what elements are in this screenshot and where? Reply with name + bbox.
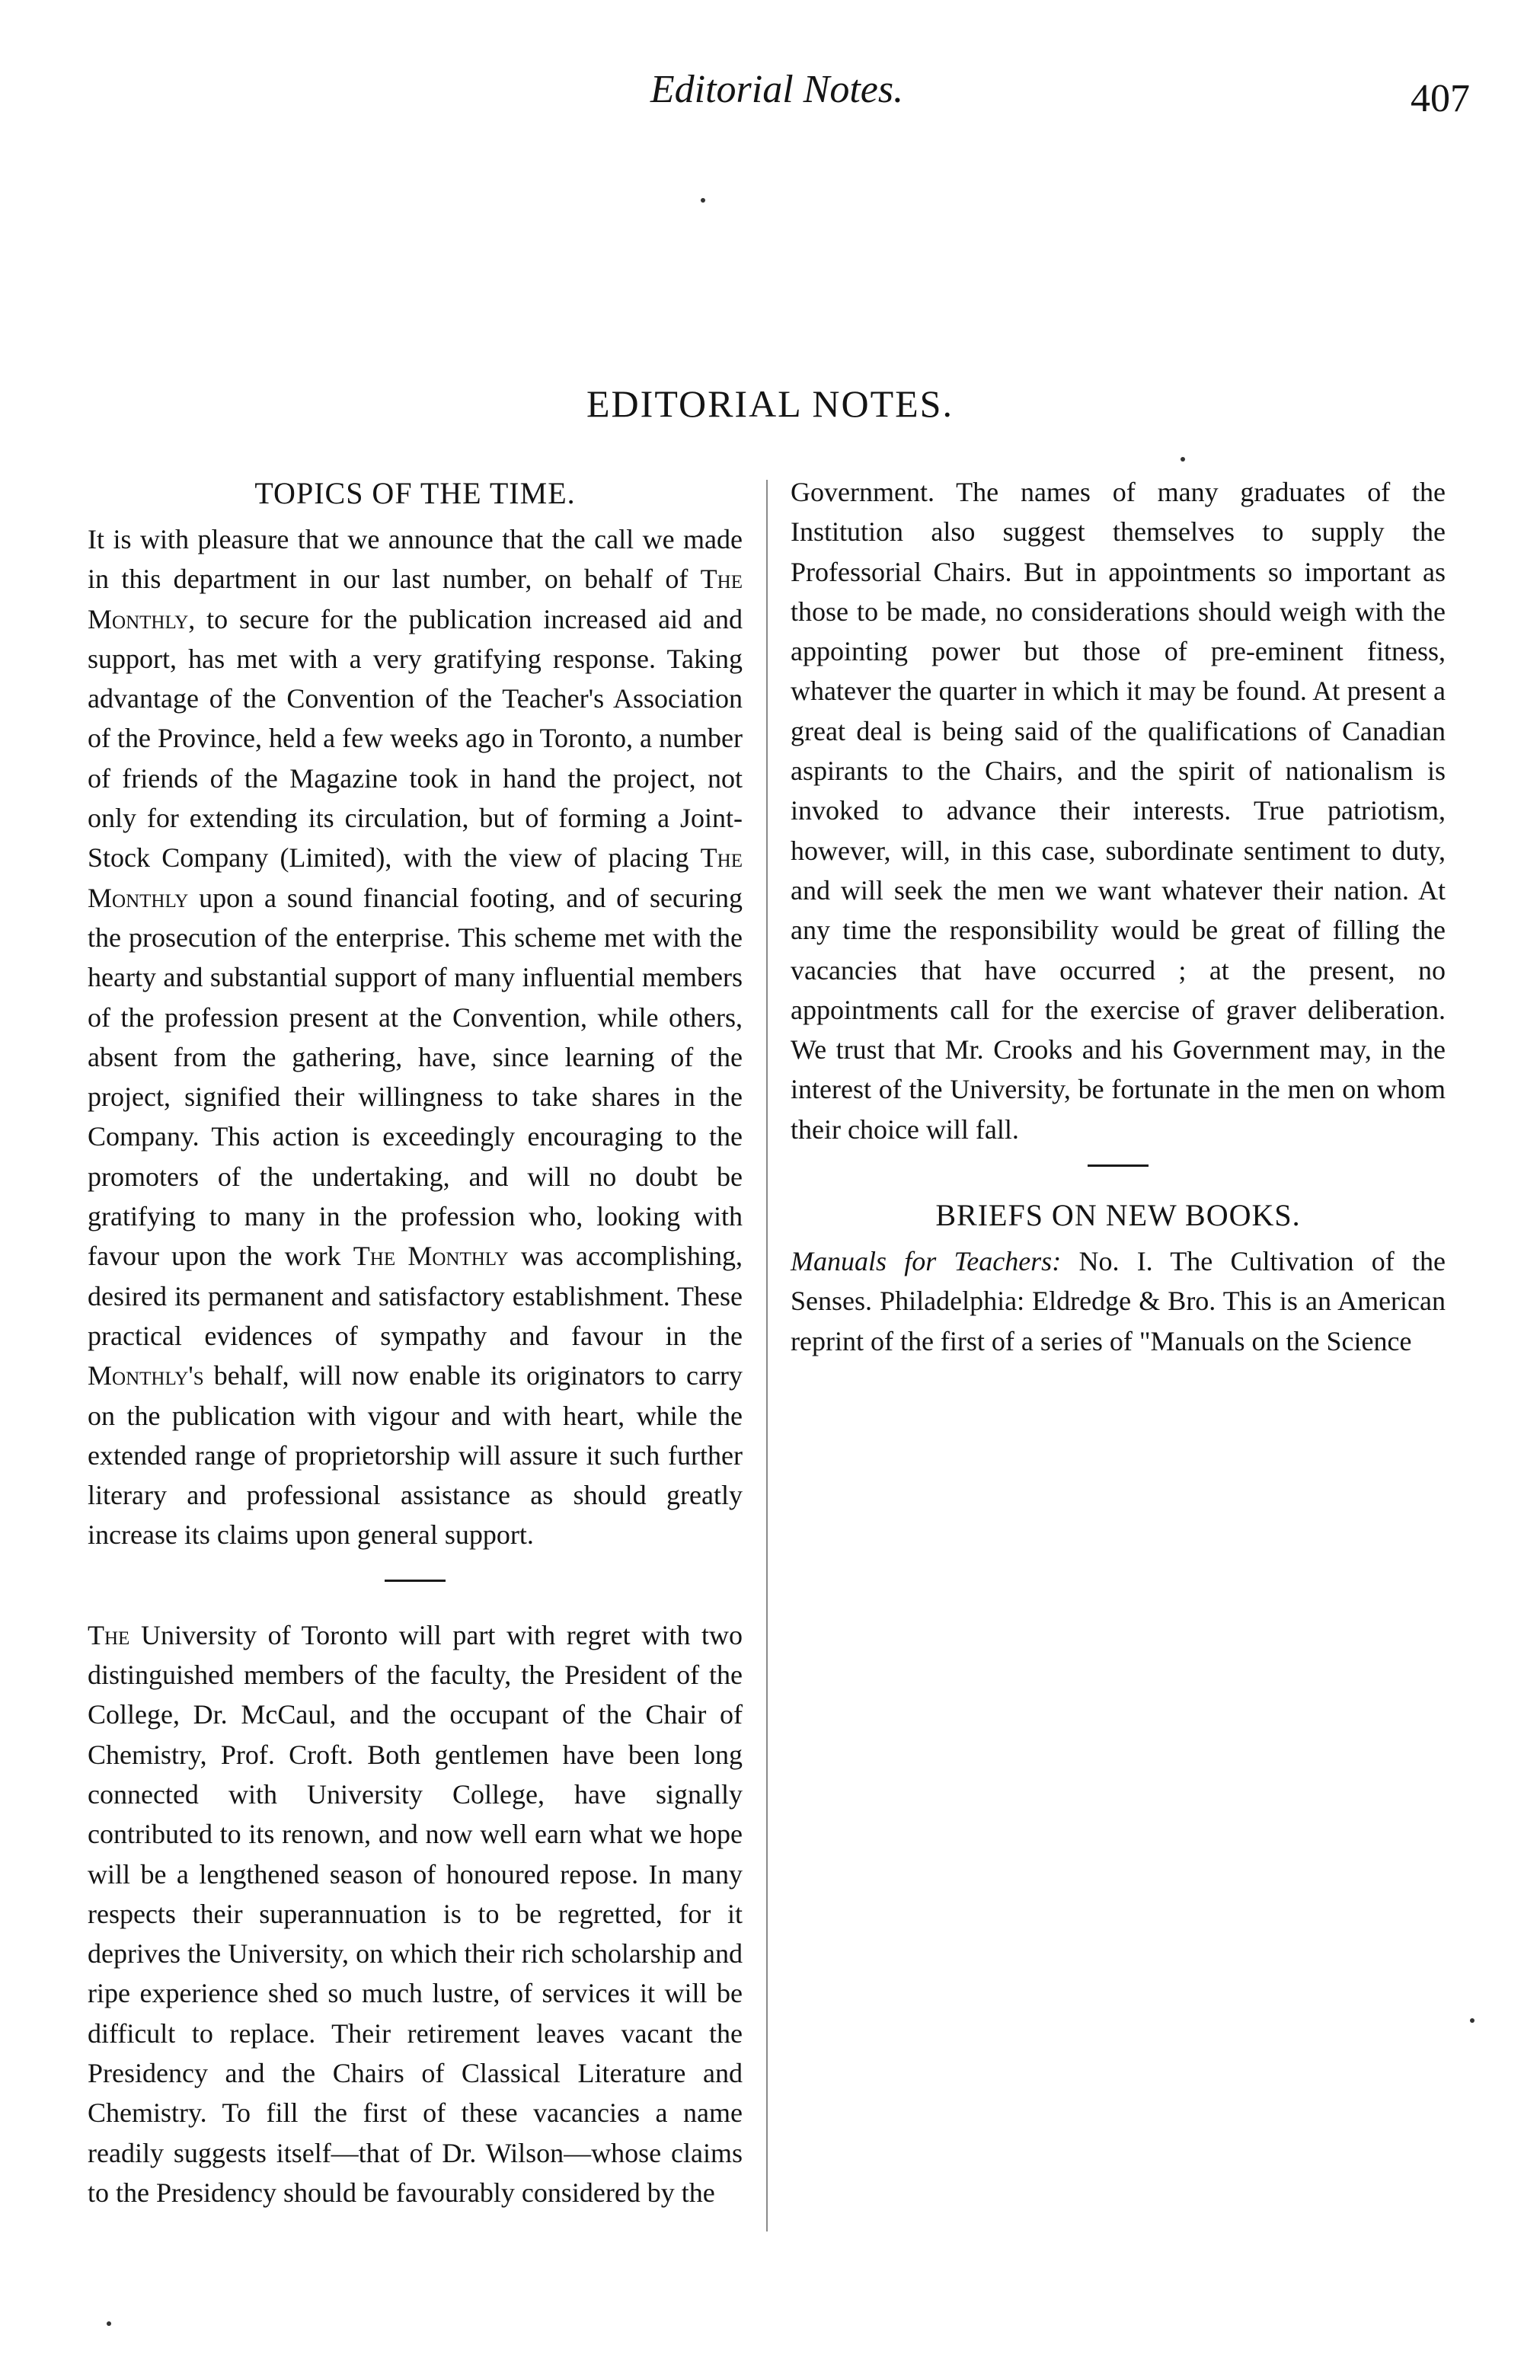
section-heading-topics: TOPICS OF THE TIME. (254, 476, 576, 510)
briefs-text: No. I. The Cultivation of the Senses. Philadelphia: Eldredge & Bro. This is an American reprint of the first of a series of "Manuals on the Science (791, 1246, 1446, 1356)
topics-paragraph-2 (791, 472, 1446, 1149)
topics-paragraph-1-end: behalf, will now enable its originators to carry on the publication with vigour and with heart, while the extended range of proprietorship will assure it such further literary and professional assistance as should greatly increase its claims upon general support. (88, 1360, 743, 1551)
print-speck (701, 198, 705, 203)
print-speck (1470, 2018, 1475, 2023)
section-rule (1088, 1164, 1149, 1167)
topics-paragraph-2-text: Government. The names of many graduates of the Institution also suggest themselves to supply the Professorial Chairs. But in appointments so important as those to be made, no considerations should weigh with the appointing power but those of pre-eminent fitness, whatever the quarter in which it may be found. At present a great deal is being said of the qualifications of Canadian aspirants to the Chairs, and the spirit of nationalism is invoked to advance their interests. True patriotism, however, will, in this case, subordinate sentiment to duty, and will seek the men we want whatever their nation. At any time the responsibility would be great of filling the vacancies that have occurred ; at the present, no appointments call for the exercise of graver deliberation. We trust that Mr. Crooks and his Government may, in the interest of the University, be fortunate in the men on whom their choice will fall. (791, 477, 1446, 1145)
monthly-name: The Monthly (88, 564, 743, 634)
topics-paragraph-2-text: University of Toronto will part with regret with two distinguished members of the faculty, the President of the College, Dr. McCaul, and the occupant of the Chair of Chemistry, Prof. Croft. Both gentlemen have been long connected with University College, have signally contributed to its renown, and now well earn what we hope will be a lengthened season of honoured repose. In many respects their superannuation is to be regretted, for it deprives the University, on which their rich scholarship and ripe experience shed so much lustre, of services it will be difficult to replace. Their retirement leaves vacant the Presidency and the Chairs of Classical Literature and Chemistry. To fill the first of these vacancies a name readily suggests itself—that of Dr. Wilson—whose claims to the Presidency should be favourably considered by the (88, 1619, 743, 2208)
print-speck (107, 2321, 111, 2326)
print-speck (1181, 457, 1185, 462)
paragraph-lead-word: The (88, 1619, 130, 1650)
running-head-title: Editorial Notes. (650, 68, 904, 111)
left-column (88, 472, 743, 2212)
briefs-paragraph (791, 1241, 1446, 1361)
monthly-name: Monthly's (88, 1360, 204, 1391)
page-number: 407 (1411, 77, 1470, 120)
monthly-name: The Monthly (353, 1241, 509, 1272)
topics-paragraph-1 (88, 519, 743, 1555)
monthly-name: The Monthly (88, 842, 743, 913)
page-title: EDITORIAL NOTES. (586, 382, 954, 425)
topics-paragraph-2 (88, 1615, 743, 2212)
topics-paragraph-1-text: , to secure for the publication increased aid and support, has met with a very gratifying response. Taking advantage of the Convention of the Teacher's Association of the Province, held a few weeks ago in Toronto, a number of friends of the Magazine took in hand the project, not only for extending its circulation, but of forming a Joint-Stock Company (Limited), with the view of placing (88, 603, 743, 874)
topics-paragraph-1-start: It is with pleasure that we announce that the call we made in this department in our last number, on behalf of (88, 524, 743, 595)
section-rule (385, 1580, 446, 1582)
topics-paragraph-1-text: was accomplishing, desired its permanent and satisfactory establishment. These practical evidences of sympathy and favour in the (88, 1241, 743, 1351)
section-heading-briefs: BRIEFS ON NEW BOOKS. (935, 1198, 1301, 1233)
column-divider (766, 480, 768, 2231)
right-column (791, 472, 1446, 1361)
topics-paragraph-1-text: upon a sound financial footing, and of securing the prosecution of the enterprise. This scheme met with the hearty and substantial support of many influential members of the profession present at the Convention, while others, absent from the gathering, have, since learning of the project, signified their willingness to take shares in the Company. This action is exceedingly encouraging to the promoters of the undertaking, and will no doubt be gratifying to many in the profession who, looking with favour upon the work (88, 882, 743, 1272)
book-title: Manuals for Teachers: (791, 1246, 1062, 1277)
